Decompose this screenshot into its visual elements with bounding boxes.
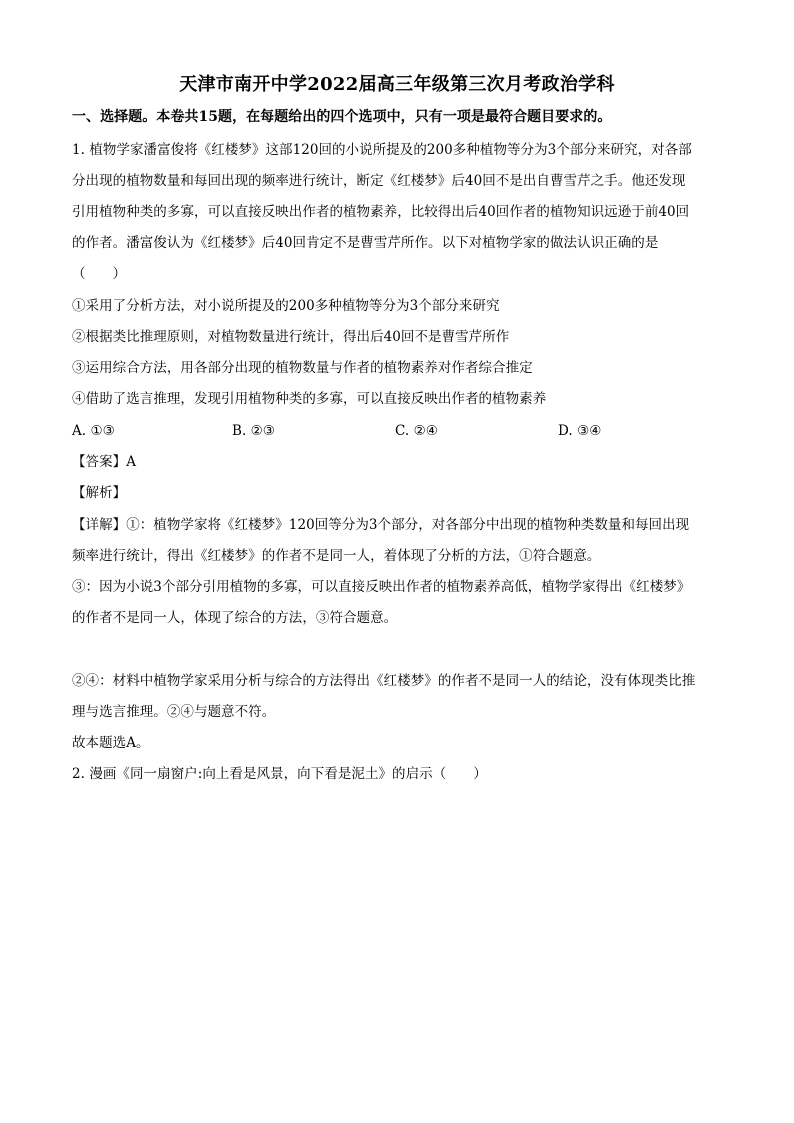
q1-detail-line-3: ③：因为小说3个部分引用植物的多寡，可以直接反映出作者的植物素养高低，植物学家得出《红楼梦》 <box>72 579 691 595</box>
q1-option-c: C. ②④ <box>395 423 438 439</box>
q1-stem-line-1: 1. 植物学家潘富俊将《红楼梦》这部120回的小说所提及的200多种植物等分为3个部分来研究，对各部 <box>72 142 692 158</box>
q1-detail-line-1: 【详解】①：植物学家将《红楼梦》120回等分为3个部分，对各部分中出现的植物种类数量和每回出现 <box>72 517 690 533</box>
q1-conclusion: 故本题选A。 <box>72 735 150 751</box>
q1-stem-line-2: 分出现的植物数量和每回出现的频率进行统计，断定《红楼梦》后40回不是出自曹雪芹之手。他还发现 <box>72 173 686 189</box>
q1-stem-line-5: （ ） <box>72 266 127 282</box>
q1-stem-line-4: 的作者。潘富俊认为《红楼梦》后40回肯定不是曹雪芹所作。以下对植物学家的做法认识正确的是 <box>72 235 659 251</box>
q1-analysis-label: 【解析】 <box>72 485 127 501</box>
q1-detail-line-4: 的作者不是同一人，体现了综合的方法，③符合题意。 <box>72 610 398 626</box>
q1-statement-1: ①采用了分析方法，对小说所提及的200多种植物等分为3个部分来研究 <box>72 298 500 314</box>
q2-stem: 2. 漫画《同一扇窗户:向上看是风景，向下看是泥土》的启示（ ） <box>72 766 487 782</box>
q1-answer: 【答案】A <box>72 454 136 470</box>
q1-detail-line-6: 理与选言推理。②④与题意不符。 <box>72 704 276 720</box>
q1-option-a: A. ①③ <box>72 423 115 439</box>
q1-statement-4: ④借助了选言推理，发现引用植物种类的多寡，可以直接反映出作者的植物素养 <box>72 391 547 407</box>
q1-statement-2: ②根据类比推理原则，对植物数量进行统计，得出后40回不是曹雪芹所作 <box>72 329 510 345</box>
page-title: 天津市南开中学2022届高三年级第三次月考政治学科 <box>179 74 615 95</box>
q1-options <box>72 421 728 441</box>
q1-option-b: B. ②③ <box>232 423 275 439</box>
q1-option-d: D. ③④ <box>558 423 602 439</box>
section-heading: 一、选择题。本卷共15题，在每题给出的四个选项中，只有一项是最符合题目要求的。 <box>72 109 612 125</box>
q1-detail-line-2: 频率进行统计，得出《红楼梦》的作者不是同一人，着体现了分析的方法，①符合题意。 <box>72 548 601 564</box>
q1-statement-3: ③运用综合方法，用各部分出现的植物数量与作者的植物素养对作者综合推定 <box>72 360 533 376</box>
q1-detail-line-5: ②④：材料中植物学家采用分析与综合的方法得出《红楼梦》的作者不是同一人的结论，没有体现类比推 <box>72 673 696 689</box>
q1-stem-line-3: 引用植物种类的多寡，可以直接反映出作者的植物素养，比较得出后40回作者的植物知识远逊于前40回 <box>72 204 690 220</box>
